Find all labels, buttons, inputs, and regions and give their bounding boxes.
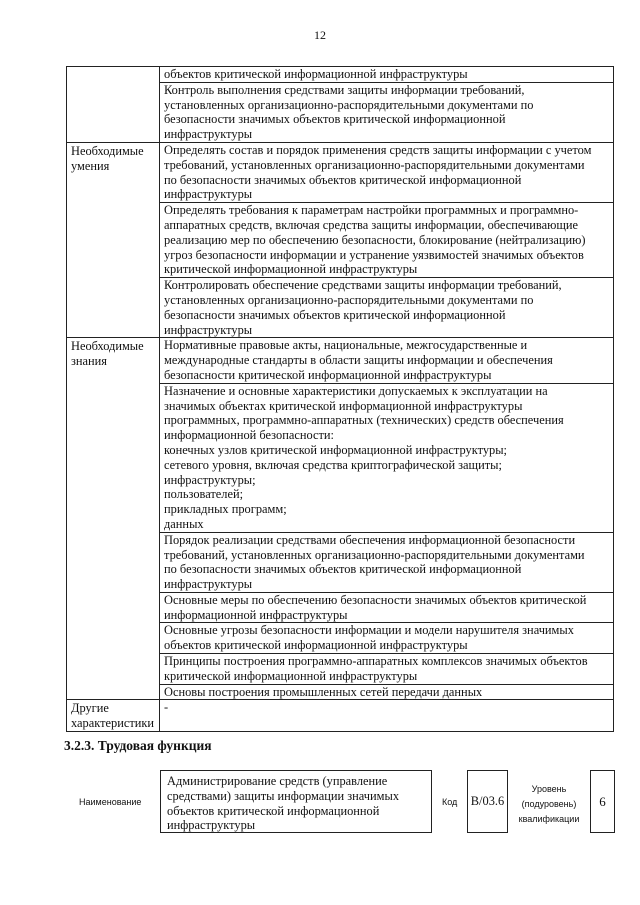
cell-line: инфраструктуры <box>164 322 253 337</box>
table-row <box>67 142 614 202</box>
cell-line: Основные меры по обеспечению безопасности значимых объектов критической <box>164 592 587 607</box>
cell-line: информационной инфраструктуры <box>164 607 348 622</box>
row-content-cell <box>160 532 614 592</box>
cell-line: безопасности значимых объектов критической информационной <box>164 112 506 127</box>
cell-line: Основные угрозы безопасности информации и модели нарушителя значимых <box>164 623 574 638</box>
cell-line: Определять требования к параметрам настройки программных и программно- <box>164 203 579 218</box>
section-title: 3.2.3. Трудовая функция <box>64 738 212 753</box>
cell-line: сетевого уровня, включая средства криптографической защиты; <box>164 457 502 472</box>
cell-line: конечных узлов критической информационной инфраструктуры; <box>164 442 507 457</box>
row-content-cell <box>160 383 614 532</box>
cell-line: по безопасности значимых объектов критической информационной <box>164 562 522 577</box>
cell-line: Контроль выполнения средствами защиты информации требований, <box>164 82 525 97</box>
requirements-table <box>66 66 614 732</box>
table-row <box>67 700 614 732</box>
cell-line: пользователей; <box>164 487 244 502</box>
cell-line: аппаратных средств, включая средства защиты информации, обеспечивающие <box>164 217 579 232</box>
row-content-cell <box>160 654 614 685</box>
cell-line: международные стандарты в области защиты информации и обеспечения <box>164 353 553 368</box>
row-label-cell: Необходимые умения <box>67 142 160 337</box>
cell-line: - <box>164 700 169 715</box>
cell-line: безопасности критической информационной инфраструктуры <box>164 367 492 382</box>
cell-line: Основы построения промышленных сетей передачи данных <box>164 684 483 699</box>
cell-line: угроз безопасности информации и устранение уязвимостей значимых объектов <box>164 247 584 262</box>
cell-line: Порядок реализации средствами обеспечения информационной безопасности <box>164 532 576 547</box>
cell-line: критической информационной инфраструктуры <box>164 668 418 683</box>
cell-line: требований, установленных организационно-распорядительными документами <box>164 547 585 562</box>
cell-line: объектов критической информационной инфраструктуры <box>164 638 468 653</box>
cell-line: информационной безопасности: <box>164 428 334 443</box>
qualification-level-label: Уровень (подуровень) квалификации <box>518 784 580 824</box>
cell-line: Принципы построения программно-аппаратных комплексов значимых объектов <box>164 654 588 669</box>
cell-line: Определять состав и порядок применения средств защиты информации с учетом <box>164 142 592 157</box>
cell-line: инфраструктуры <box>164 187 253 202</box>
table-row <box>67 338 614 383</box>
cell-line: требований, установленных организационно-распорядительными документами <box>164 157 585 172</box>
row-label-cell <box>67 67 160 143</box>
cell-line: инфраструктуры <box>164 127 253 142</box>
cell-line: значимых объектах критической информационной инфраструктуры <box>164 398 523 413</box>
name-label: Наименование <box>79 797 142 807</box>
page-number: 12 <box>314 28 326 42</box>
cell-line: данных <box>164 516 204 531</box>
code-label: Код <box>442 797 458 807</box>
row-content-cell <box>160 623 614 654</box>
row-content-cell <box>160 67 614 83</box>
cell-line: объектов критической информационной инфраструктуры <box>164 67 468 81</box>
row-content-cell <box>160 700 614 732</box>
cell-line: Нормативные правовые акты, национальные, межгосударственные и <box>164 338 528 353</box>
row-content-cell <box>160 203 614 278</box>
cell-line: инфраструктуры <box>164 577 253 592</box>
row-label-cell: Необходимые знания <box>67 338 160 700</box>
cell-line: безопасности значимых объектов критической информационной <box>164 307 506 322</box>
cell-line: инфраструктуры; <box>164 472 256 487</box>
row-content-cell <box>160 592 614 623</box>
cell-line: реализацию мер по обеспечению безопасности, блокирование (нейтрализацию) <box>164 232 586 247</box>
function-name-box: Администрирование средств (управление средствами) защиты информации значимых объектов критической информационной инфраструктуры <box>160 770 432 833</box>
cell-line: установленных организационно-распорядительными документами по <box>164 292 534 307</box>
cell-line: прикладных программ; <box>164 502 287 517</box>
table-row <box>67 67 614 83</box>
cell-line: Назначение и основные характеристики допускаемых к эксплуатации на <box>164 383 548 398</box>
cell-line: программных, программно-аппаратных (технических) средств обеспечения <box>164 413 564 428</box>
row-content-cell <box>160 82 614 142</box>
code-value-box: B/03.6 <box>467 770 508 833</box>
row-label-cell: Другие характеристики <box>67 700 160 732</box>
row-content-cell <box>160 278 614 338</box>
row-content-cell <box>160 684 614 700</box>
row-content-cell <box>160 338 614 383</box>
qualification-level-value: 6 <box>590 770 615 833</box>
cell-line: по безопасности значимых объектов критической информационной <box>164 172 522 187</box>
row-content-cell <box>160 142 614 202</box>
cell-line: Контролировать обеспечение средствами защиты информации требований, <box>164 278 562 293</box>
cell-line: критической информационной инфраструктуры <box>164 262 418 277</box>
cell-line: установленных организационно-распорядительными документами по <box>164 97 534 112</box>
